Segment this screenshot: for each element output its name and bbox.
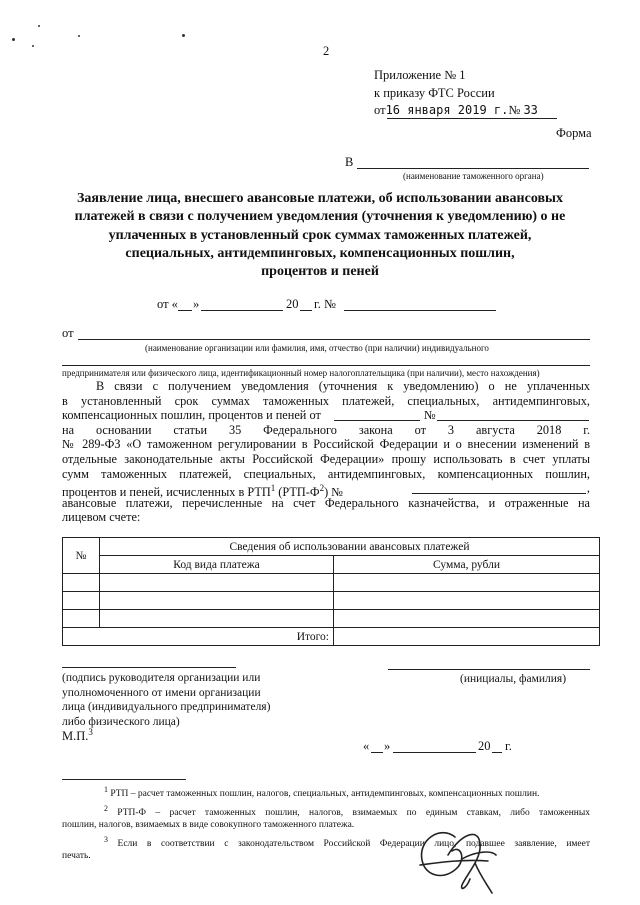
from-line-2 xyxy=(62,365,590,366)
from-caption-2: предпринимателя или физического лица, идентификационный номер налогоплательщика (при наличии), место нахождения) xyxy=(62,368,540,378)
total-row xyxy=(63,628,600,646)
footnote-3-text: Если в соответствии с законодательством Российской Федерации лицо, подавшее заявление, имеет xyxy=(117,839,590,850)
signature-line xyxy=(62,667,236,668)
signature-caption-line: лица (индивидуального предпринимателя) xyxy=(62,701,271,714)
footnote-1 xyxy=(62,784,590,800)
sign-date-q1: « xyxy=(363,739,370,753)
body-line: на основании статьи 35 Федерального закона от 3 августа 2018 г. xyxy=(62,422,590,437)
footnote-2-num: 2 xyxy=(104,804,108,814)
cell-sum[interactable] xyxy=(334,574,600,592)
header-number: 33 xyxy=(523,103,538,117)
from-line-1 xyxy=(78,339,590,340)
col-code-header: Код вида платежа xyxy=(100,556,334,574)
footnote-3-num: 3 xyxy=(104,835,108,845)
cell-no[interactable] xyxy=(63,610,100,628)
speck xyxy=(12,38,15,41)
table-row xyxy=(63,574,600,592)
body-ot-text: компенсационных пошлин, процентов и пеней от xyxy=(62,408,321,423)
header-ot: от xyxy=(374,103,386,117)
group-header: Сведения об использовании авансовых платежей xyxy=(100,538,600,556)
body-line: сумм таможенных платежей, специальных, антидемпинговых, компенсационных пошлин, xyxy=(62,466,590,481)
sup-2: 2 xyxy=(319,483,325,494)
speck xyxy=(182,34,185,37)
handwritten-signature xyxy=(400,815,510,900)
header-no: № xyxy=(508,103,521,117)
footnote-2-cont: пошлин, налогов, взимаемых в виде совокупного таможенного платежа. xyxy=(62,820,355,831)
signature-caption-line: (подпись руководителя организации или xyxy=(62,672,261,684)
body-line-8: процентов и пеней, исчисленных в РТП$^1$ $(РТП-Ф^2)$ № , xyxy=(62,481,590,500)
cell-sum[interactable] xyxy=(334,592,600,610)
from-caption-1: (наименование организации или фамилия, имя, отчество (при наличии) индивидуального xyxy=(145,343,489,353)
date-g-no: г. № xyxy=(314,297,336,311)
body-no2: ) № xyxy=(324,485,343,500)
footnotes xyxy=(62,784,590,862)
forma-label: Форма xyxy=(556,126,592,140)
footnote-2-text: РТП-Ф – расчет таможенных пошлин, налогов, взимаемых по единым ставкам, либо таможенных xyxy=(117,808,591,819)
date-day-line xyxy=(178,310,192,311)
sign-date-year: 20 xyxy=(478,739,491,753)
sign-year-line xyxy=(492,752,502,753)
body-paragraph xyxy=(62,379,590,525)
table-row xyxy=(63,592,600,610)
date-year: 20 xyxy=(286,297,299,311)
col-no-header: № xyxy=(63,538,100,574)
body-line: в установленный срок суммах таможенных платежей, специальных, антидемпинговых, xyxy=(62,393,590,408)
speck xyxy=(32,45,34,47)
recipient-caption: (наименование таможенного органа) xyxy=(403,171,544,181)
date-year-line xyxy=(300,310,312,311)
date-month-line xyxy=(201,310,283,311)
body-number-line xyxy=(437,420,589,421)
sign-day-line xyxy=(371,752,383,753)
header-date-underline xyxy=(387,118,557,119)
speck xyxy=(78,35,80,37)
body-line: № 289-ФЗ «О таможенном регулировании в Российской Федерации и о внесении изменений в xyxy=(62,437,590,452)
total-label: Итого: xyxy=(63,628,334,646)
cell-no[interactable] xyxy=(63,574,100,592)
footnote-separator xyxy=(62,779,186,780)
body-line: В связи с получением уведомления (уточнения к уведомлению) о не уплаченных xyxy=(96,379,590,393)
date-q-close: » xyxy=(193,297,200,311)
advance-payments-table xyxy=(62,537,600,646)
cell-code[interactable] xyxy=(100,574,334,592)
footnote-2 xyxy=(62,803,590,819)
page-number: 2 xyxy=(323,44,330,58)
from-prefix: от xyxy=(62,326,74,340)
body-no: № xyxy=(424,408,436,423)
body-rtp: процентов и пеней, исчисленных в РТП xyxy=(62,485,271,500)
header-date-line xyxy=(374,103,574,118)
cell-code[interactable] xyxy=(100,610,334,628)
body-line: отдельные законодательные акты Российской Федерации» прошу использовать в счет уплаты xyxy=(62,451,590,466)
table-row xyxy=(63,610,600,628)
initials-line xyxy=(388,669,590,670)
body-rtpf: (РТП-Ф xyxy=(278,485,320,500)
recipient-line xyxy=(357,168,589,169)
header-appendix: Приложение № 1 xyxy=(374,68,466,82)
speck xyxy=(38,25,40,27)
body-line: лицевом счете: xyxy=(62,510,141,525)
title-line: уплаченных в установленный срок суммах таможенных платежей, xyxy=(108,227,532,243)
signature-caption xyxy=(62,671,270,729)
sign-date-q2: » xyxy=(384,739,391,753)
initials-caption: (инициалы, фамилия) xyxy=(460,673,567,685)
sup-1: 1 xyxy=(270,483,276,494)
header-order: к приказу ФТС России xyxy=(374,86,495,100)
footnote-3 xyxy=(62,834,590,850)
footnote-1-text: РТП – расчет таможенных пошлин, налогов, специальных, антидемпинговых, компенсационных пошлин. xyxy=(110,789,540,800)
date-ot: от « xyxy=(157,297,178,311)
body-rtp-number-line xyxy=(412,493,586,494)
sign-month-line xyxy=(393,752,476,753)
header-date: 16 января 2019 г. xyxy=(385,103,509,117)
mp-sup: 3 xyxy=(88,727,93,737)
title-line: платежей в связи с получением уведомления (уточнения к уведомлению) о не xyxy=(74,209,566,225)
cell-code[interactable] xyxy=(100,592,334,610)
total-value[interactable] xyxy=(334,628,600,646)
title-line: Заявление лица, внесшего авансовые платежи, об использовании авансовых xyxy=(77,191,563,206)
signature-caption-line: либо физического лица) xyxy=(62,715,180,728)
footnote-3-cont: печать. xyxy=(62,851,91,862)
recipient-prefix: В xyxy=(345,155,354,169)
col-sum-header: Сумма, рубли xyxy=(334,556,600,574)
cell-sum[interactable] xyxy=(334,610,600,628)
cell-no[interactable] xyxy=(63,592,100,610)
mp-label xyxy=(62,727,93,744)
signature-caption-line: уполномоченного от имени организации xyxy=(62,686,261,699)
body-date-line xyxy=(334,420,420,421)
title-line: процентов и пеней xyxy=(261,264,379,280)
sign-date-g: г. xyxy=(505,739,512,753)
mp-text: М.П. xyxy=(62,729,89,744)
title-line: специальных, антидемпинговых, компенсационных пошлин, xyxy=(125,245,515,261)
date-number-line xyxy=(344,310,496,311)
body-line: авансовые платежи, перечисленные на счет Федерального казначейства, и отраженные на xyxy=(62,495,590,510)
footnote-1-num: 1 xyxy=(104,785,108,794)
document-title xyxy=(50,190,590,281)
